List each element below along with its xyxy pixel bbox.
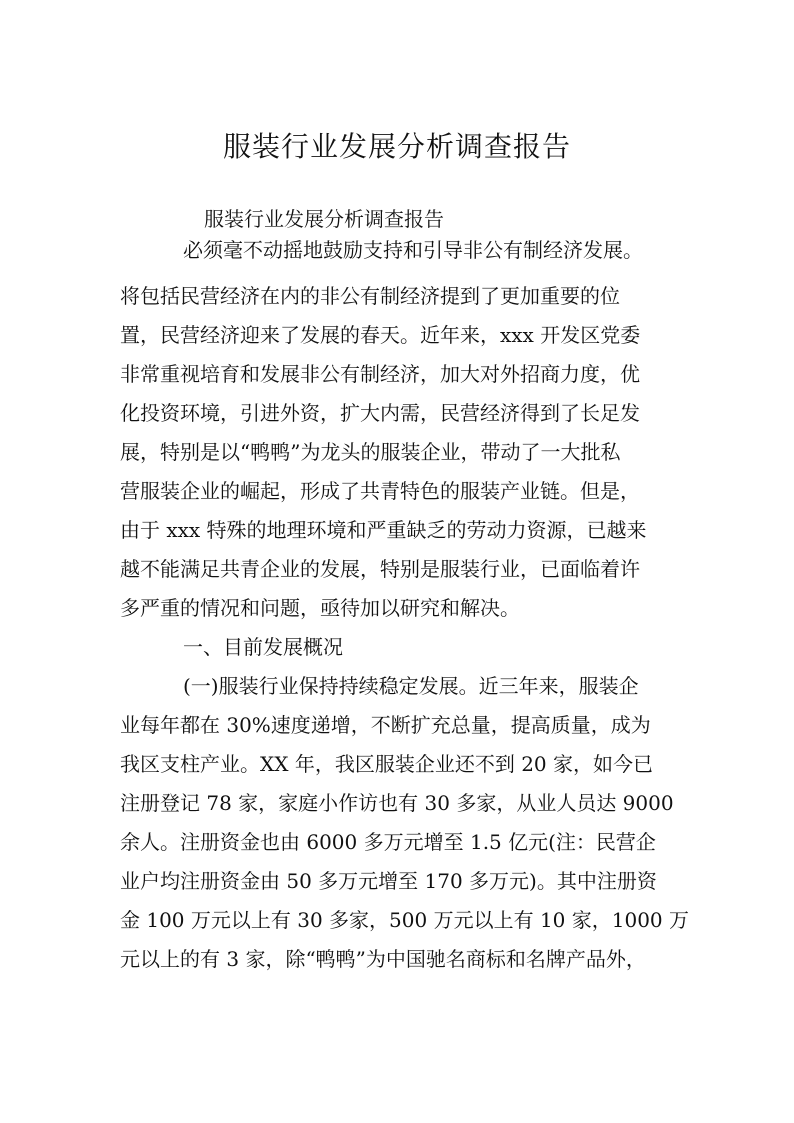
paragraph-line: 我区支柱产业。XX 年，我区服装企业还不到 20 家，如今已: [120, 752, 653, 776]
document-title: 服装行业发展分析调查报告: [222, 130, 571, 163]
paragraph-line: 业户均注册资金由 50 多万元增至 170 多万元)。其中注册资: [120, 869, 657, 893]
paragraph-line: 注册登记 78 家，家庭小作访也有 30 多家，从业人员达 9000: [120, 791, 674, 815]
paragraph-line: 余人。注册资金也由 6000 多万元增至 1.5 亿元(注：民营企: [120, 830, 656, 854]
paragraph-line: 金 100 万元以上有 30 多家，500 万元以上有 10 家，1000 万: [120, 908, 690, 932]
paragraph-line: 多严重的情况和问题，亟待加以研究和解决。: [120, 596, 520, 620]
paragraph-line: 营服装企业的崛起，形成了共青特色的服装产业链。但是，: [120, 479, 640, 503]
paragraph-line: (一)服装行业保持持续稳定发展。近三年来，服装企: [183, 674, 639, 698]
paragraph-line: 非常重视培育和发展非公有制经济，加大对外招商力度，优: [120, 362, 640, 386]
paragraph-line: 业每年都在 30%速度递增，不断扩充总量，提高质量，成为: [120, 713, 651, 737]
section-heading: 一、目前发展概况: [183, 635, 343, 659]
paragraph-line: 元以上的有 3 家，除“鸭鸭”为中国驰名商标和名牌产品外，: [120, 947, 646, 971]
paragraph-line: 置，民营经济迎来了发展的春天。近年来，xxx 开发区党委: [120, 323, 641, 347]
paragraph-line: 化投资环境，引进外资，扩大内需，民营经济得到了长足发: [120, 401, 640, 425]
paragraph-line: 越不能满足共青企业的发展，特别是服装行业，已面临着许: [120, 557, 640, 581]
paragraph-line: 必须毫不动摇地鼓励支持和引导非公有制经济发展。: [183, 238, 643, 262]
paragraph-line: 展，特别是以“鸭鸭”为龙头的服装企业，带动了一大批私: [120, 440, 621, 464]
paragraph-line: 将包括民营经济在内的非公有制经济提到了更加重要的位: [120, 284, 620, 308]
document-subtitle: 服装行业发展分析调查报告: [204, 207, 444, 231]
paragraph-line: 由于 xxx 特殊的地理环境和严重缺乏的劳动力资源，已越来: [120, 518, 647, 542]
